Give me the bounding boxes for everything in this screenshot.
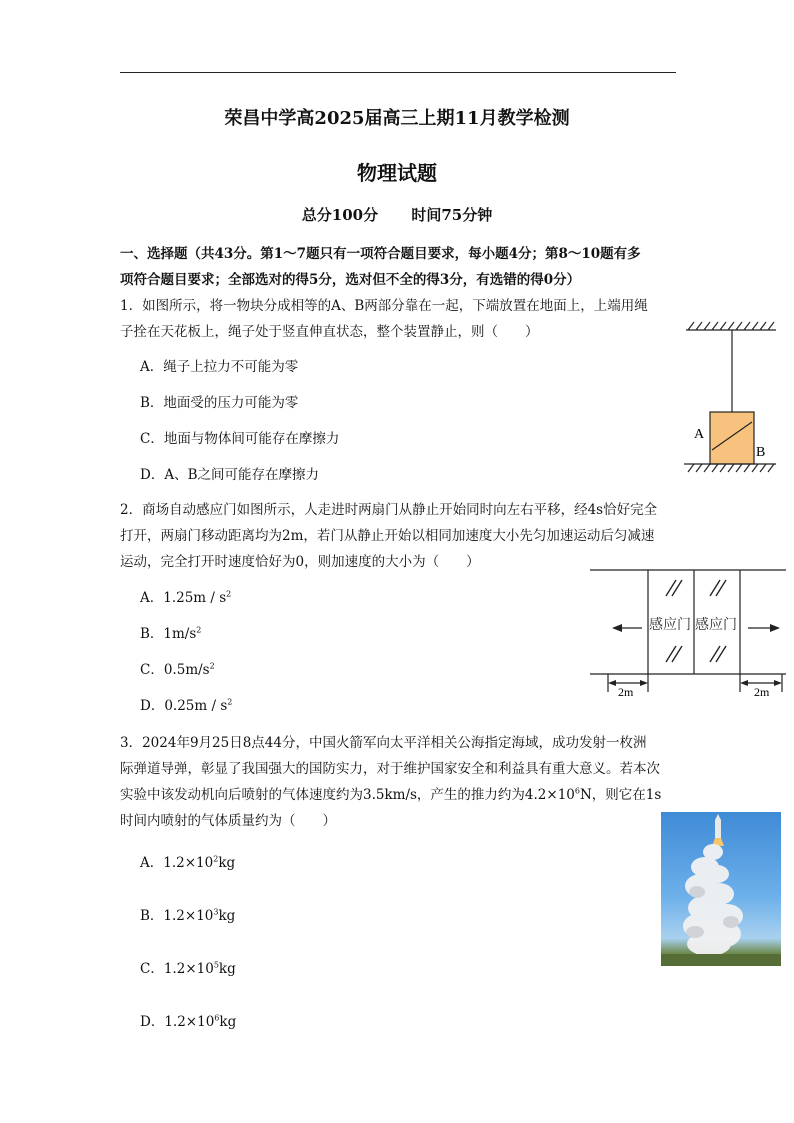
q1-option-b: B．地面受的压力可能为零 [140,395,299,411]
total-score: 总分100分 [301,206,379,224]
q2-option-c: C．$0.5m/s^2$ [140,661,215,678]
question-1-text-cont: 子拴在天花板上，绳子处于竖直伸直状态，整个装置静止，则（ ） [120,324,539,340]
q1-option-c: C．地面与物体间可能存在摩擦力 [140,431,340,447]
label-a: A [694,427,705,442]
q3-option-b: B．$1.2\times 10^3kg$ [140,907,236,924]
section-heading: 一、选择题（共43分。第1～7题只有一项符合题目要求，每小题4分；第8～10题有多 [120,246,641,262]
ceiling-hatch [688,322,774,330]
exam-info [0,204,794,225]
rocket-body [715,820,721,838]
rocket-launch-photo [661,812,781,966]
q1-figure [680,320,780,480]
q3-option-d: D．$1.2\times 10^6kg$ [140,1013,237,1030]
rocket-illustration [661,812,781,966]
exam-title: 荣昌中学高2025届高三上期11月教学检测 [224,108,570,129]
block-ab [710,412,754,464]
q2-option-d: D．$0.25m / s^2$ [140,697,233,714]
q1-option-a: A．绳子上拉力不可能为零 [140,359,299,375]
question-2-text: 2．商场自动感应门如图所示，人走进时两扇门从静止开始同时向左右平移，经4s恰好完全 [120,502,658,518]
question-3-text-cont: 际弹道导弹，彰显了我国强大的国防实力，对于维护国家安全和利益具有重大意义。若本次 [120,761,660,777]
ground-hatch [688,464,774,472]
question-3-text: 3．2024年9月25日8点44分，中国火箭军向太平洋相关公海指定海域，成功发射一枚洲 [120,735,647,751]
question-2-text-cont2: 运动，完全打开时速度恰好为0，则加速度的大小为（ ） [120,554,480,570]
duration: 时间75分钟 [411,206,493,224]
door-label-left: 感应门 [649,617,691,633]
dist-label-right: 2m [754,685,770,699]
q2-option-b: B．$1m/s^2$ [140,625,202,642]
question-1-text: 1．如图所示，将一物块分成相等的A、B两部分靠在一起，下端放置在地面上，上端用绳 [120,298,648,314]
section-heading-cont: 项符合题目要求；全部选对的得5分，选对但不全的得3分，有选错的得0分） [120,272,581,288]
q2-option-a: A．$1.25m / s^2$ [140,589,232,606]
question-3-text-cont3: 时间内喷射的气体质量约为（ ） [120,813,336,829]
q3-option-c: C．$1.2\times 10^5kg$ [140,960,236,977]
header-rule [120,72,676,73]
q1-option-d: D．A、B之间可能存在摩擦力 [140,467,319,483]
door-label-right: 感应门 [695,617,737,633]
q2-figure [588,562,788,702]
exhaust-plume [683,844,743,956]
dist-label-left: 2m [618,685,634,699]
q3-option-a: A．$1.2\times 10^2kg$ [140,854,236,871]
label-b: B [756,445,766,460]
subject-title: 物理试题 [357,161,437,185]
question-3-text-cont2: 实验中该发动机向后喷射的气体速度约为3.5km/s，产生的推力约为$4.2\times 10^6N$，则它在1s [120,786,662,803]
question-2-text-cont: 打开，两扇门移动距离均为2m，若门从静止开始以相同加速度大小先匀加速运动后匀减速 [120,528,655,544]
